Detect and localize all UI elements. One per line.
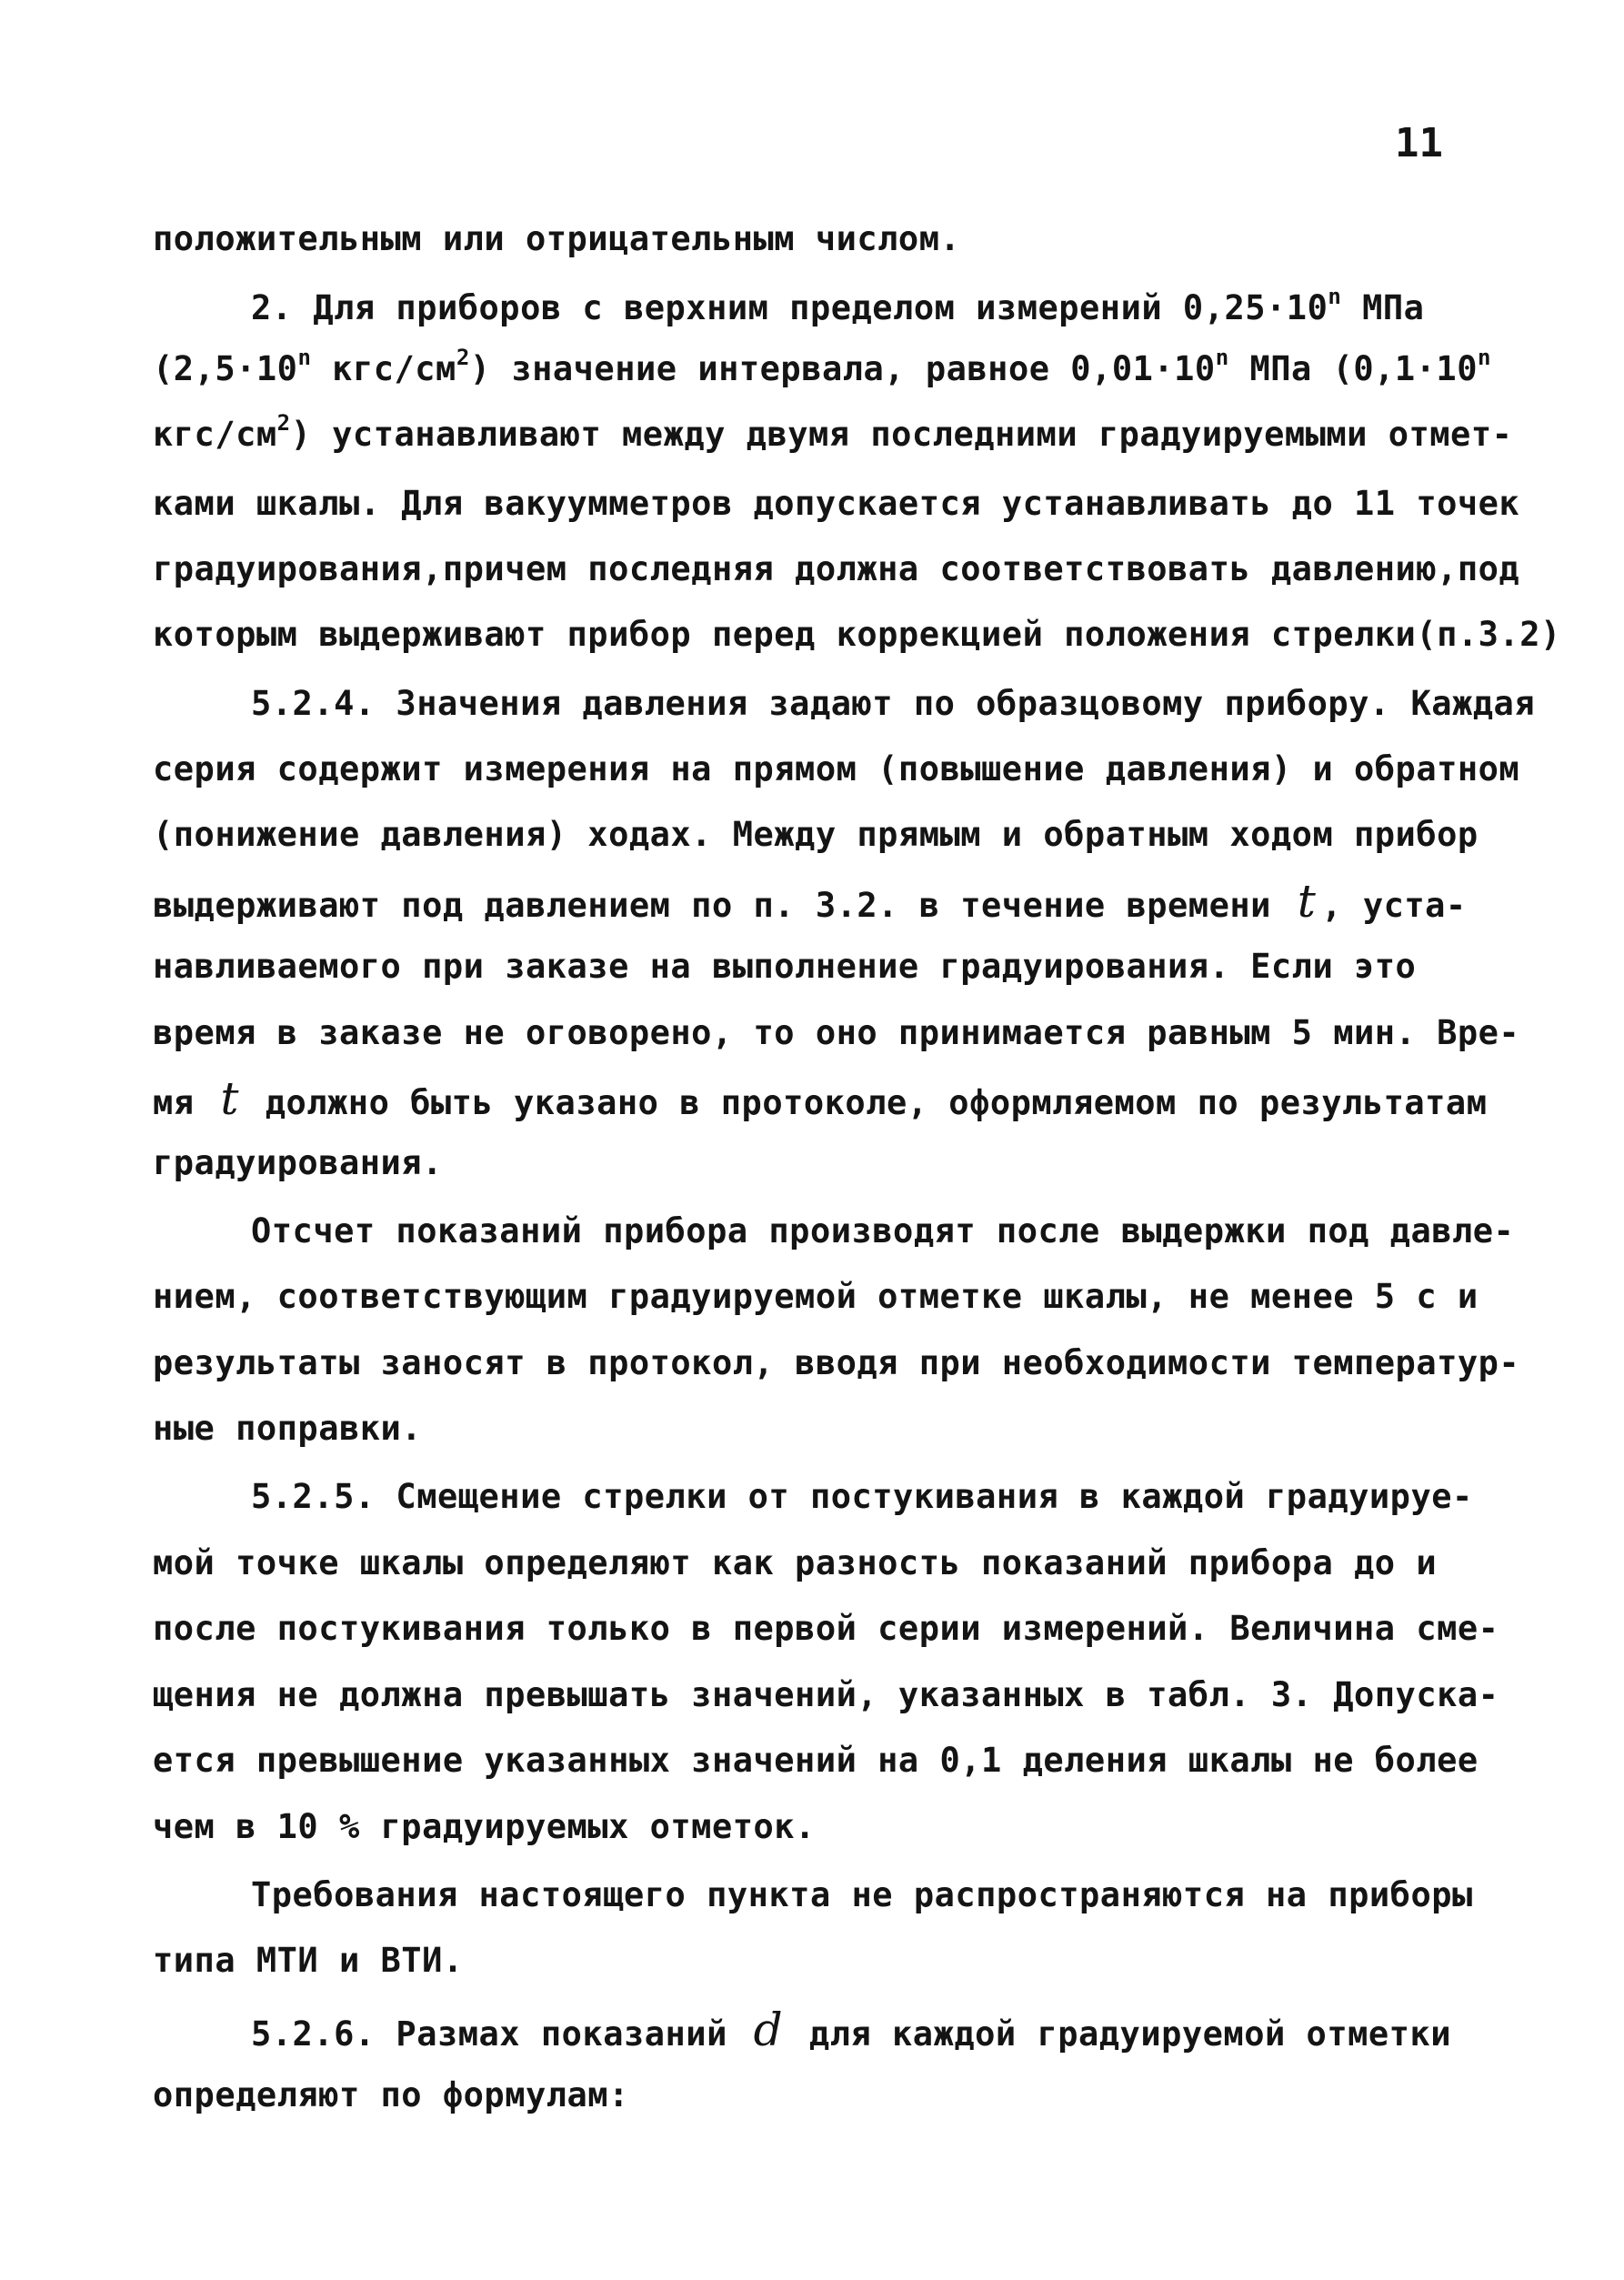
page-number: 11 xyxy=(1395,120,1443,166)
text-line: кгс/$см^2$) устанавливают между двумя последними градуируемыми отмет- xyxy=(153,409,1513,454)
paragraph-start: Требования настоящего пункта не распространяются на приборы xyxy=(251,1875,1473,1914)
text-line: ($2,5\cdot 10^n$ кгс/$см^2$) значение интервала, равное $0,01\cdot 10^n$ МПа ($0,1\cdot 10^n$ xyxy=(153,344,1491,388)
text-line: мой точке шкалы определяют как разность показаний прибора до и xyxy=(153,1543,1438,1582)
text-line: градуирования. xyxy=(153,1143,443,1182)
text-line: ками шкалы. Для вакуумметров допускается устанавливать до 11 точек xyxy=(153,484,1520,523)
text-line: ется превышение указанных значений на 0,1 деления шкалы не более xyxy=(153,1741,1479,1780)
paragraph-start: 2. Для приборов с верхним пределом измерений $0,25\cdot 10^n$ МПа xyxy=(251,283,1425,327)
text-line: результаты заносят в протокол, вводя при необходимости температур- xyxy=(153,1343,1520,1382)
time-variable: t xyxy=(220,1072,239,1125)
text-line: которым выдерживают прибор перед коррекцией положения стрелки(п.3.2) xyxy=(153,615,1561,654)
text-line: щения не должна превышать значений, указанных в табл. 3. Допуска- xyxy=(153,1675,1499,1714)
range-variable: d xyxy=(753,2004,784,2056)
paragraph-start: 5.2.4. Значения давления задают по образцовому прибору. Каждая xyxy=(251,684,1536,723)
text-line: ные поправки. xyxy=(153,1409,423,1448)
text-line: определяют по формулам: xyxy=(153,2075,629,2114)
text-line: (понижение давления) ходах. Между прямым и обратным ходом прибор xyxy=(153,815,1479,854)
text-line: выдерживают под давлением по п. 3.2. в течение времени t , уста- xyxy=(153,875,1467,928)
text-line: нием, соответствующим градуируемой отметке шкалы, не менее 5 с и xyxy=(153,1277,1479,1316)
text-line: градуирования,причем последняя должна соответствовать давлению,под xyxy=(153,549,1520,588)
text-line: после постукивания только в первой серии измерений. Величина сме- xyxy=(153,1609,1499,1648)
text-line: положительным или отрицательным числом. xyxy=(153,219,961,258)
paragraph-start: Отсчет показаний прибора производят после выдержки под давле- xyxy=(251,1211,1515,1250)
text-line: типа МТИ и ВТИ. xyxy=(153,1941,464,1980)
text-line: мя t должно быть указано в протоколе, оформляемом по результатам xyxy=(153,1072,1488,1125)
text-line: серия содержит измерения на прямом (повышение давления) и обратном xyxy=(153,749,1520,788)
text-line: время в заказе не оговорено, то оно принимается равным 5 мин. Вре- xyxy=(153,1013,1520,1052)
time-variable: t xyxy=(1297,875,1317,928)
paragraph-start: 5.2.6. Размах показаний d для каждой градуируемой отметки xyxy=(251,2004,1451,2056)
paragraph-start: 5.2.5. Смещение стрелки от постукивания в каждой градуируе- xyxy=(251,1477,1473,1516)
text-line: навливаемого при заказе на выполнение градуирования. Если это xyxy=(153,947,1417,986)
text-line: чем в 10 % градуируемых отметок. xyxy=(153,1807,816,1846)
